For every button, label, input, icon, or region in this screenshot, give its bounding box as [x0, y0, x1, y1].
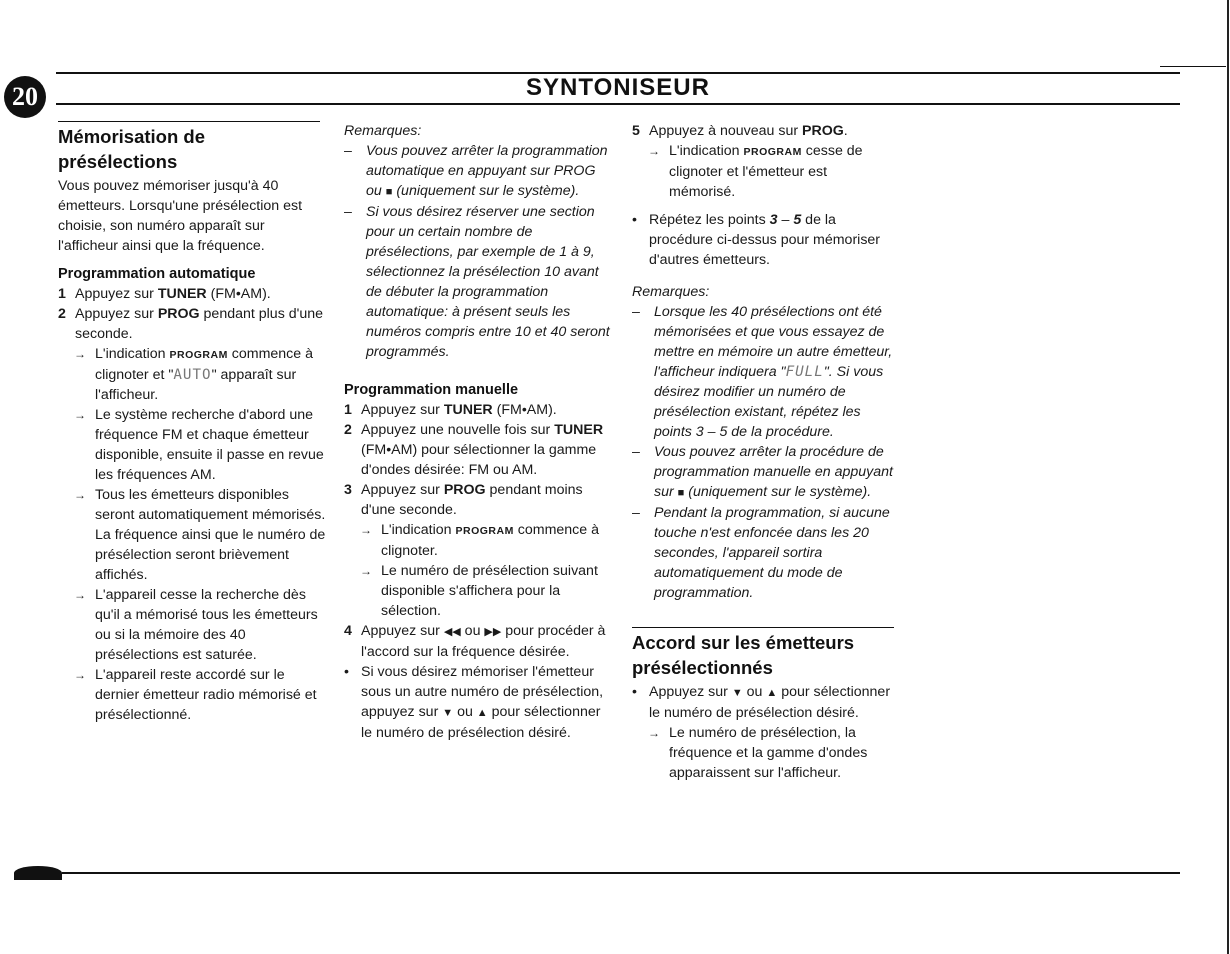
up-triangle-icon: ▲ [766, 687, 778, 699]
header-rule-bottom [56, 103, 1180, 105]
key-prog: PROG [443, 482, 486, 498]
heading-rule [58, 121, 320, 122]
arrow-icon: → [648, 144, 660, 158]
manual-result-3: → L'indication PROGRAM cesse de clignoter et l'émetteur est mémorisé. [648, 143, 863, 200]
up-triangle-icon: ▲ [476, 707, 488, 719]
tune-bullet: • Appuyez sur ▼ ou ▲ pour sélectionner le numéro de présélection désiré. [632, 684, 891, 721]
subheading-manual-programming: Programmation manuelle [344, 382, 519, 398]
remark-1: – Vous pouvez arrêter la programmation automatique en appuyant sur PROG ou ■ (uniquement sur le système). [344, 143, 608, 199]
manual-step-2: 2 Appuyez une nouvelle fois sur TUNER (FM•AM) pour sélectionner la gamme d'ondes désirée: FM ou AM. [344, 422, 604, 478]
heading-preset-tuning: Accord sur les émetteurs présélectionnés [632, 632, 855, 678]
manual-step-1: 1 Appuyez sur TUNER (FM•AM). [344, 402, 557, 418]
manual-step-5: 5 Appuyez à nouveau sur PROG. [632, 123, 848, 139]
down-triangle-icon: ▼ [442, 707, 454, 719]
manual-result-1: → L'indication PROGRAM commence à clignoter. [360, 522, 599, 559]
column-1 [58, 121, 326, 725]
header-rule-extension [1160, 66, 1226, 67]
program-indicator: PROGRAM [743, 146, 802, 158]
remarks-title: Remarques: [344, 123, 422, 139]
page-number-badge: 20 [4, 76, 46, 118]
key-tuner: TUNER [443, 402, 493, 418]
auto-result-2: → Le système recherche d'abord une fréquence FM et chaque émetteur disponible, ensuite il passe en revue les fréquences AM. [74, 407, 324, 483]
auto-result-1: → L'indication PROGRAM commence à clignoter et "AUTO" apparaît sur l'afficheur. [74, 346, 313, 403]
heading-memorisation: Mémorisation de présélections [58, 126, 205, 172]
key-prog: PROG [802, 123, 844, 139]
arrow-icon: → [360, 523, 372, 537]
manual-result-2: → Le numéro de présélection suivant disponible s'affichera pour la sélection. [360, 563, 598, 619]
repeat-bullet: • Répétez les points 3 – 5 de la procédure ci-dessus pour mémoriser d'autres émetteurs. [632, 212, 881, 268]
lcd-full-text: FULL [785, 364, 824, 380]
arrow-icon: → [74, 488, 86, 502]
subheading-auto-programming: Programmation automatique [58, 266, 256, 282]
footer-tab-mark [14, 866, 62, 880]
arrow-icon: → [648, 726, 660, 740]
program-indicator: PROGRAM [169, 349, 228, 361]
manual-bullet: • Si vous désirez mémoriser l'émetteur sous un autre numéro de présélection, appuyez sur ▼ ou ▲ pour sélectionner le numéro de présélection désiré. [344, 664, 604, 741]
auto-result-5: → L'appareil reste accordé sur le dernier émetteur radio mémorisé et présélectionné. [74, 667, 317, 723]
auto-step-2: 2 Appuyez sur PROG pendant plus d'une seconde. [58, 306, 324, 342]
arrow-icon: → [74, 408, 86, 422]
section-title: SYNTONISEUR [526, 74, 710, 101]
program-indicator: PROGRAM [455, 525, 514, 537]
remark-4: – Vous pouvez arrêter la procédure de programmation manuelle en appuyant sur ■ (uniquement sur le système). [632, 444, 893, 500]
auto-step-1: 1 Appuyez sur TUNER (FM•AM). [58, 286, 271, 302]
tune-result: → Le numéro de présélection, la fréquence et la gamme d'ondes apparaissent sur l'afficheur. [648, 725, 868, 781]
lcd-auto-text: AUTO [173, 367, 212, 383]
column-3 [632, 121, 896, 783]
remark-3: – Lorsque les 40 présélections ont été mémorisées et que vous essayez de mettre en mémoire un autre émetteur, l'afficheur indiquera "FULL". Si vous désirez modifier un numéro de présélection existant, répétez les points 3 – 5 de la procédure. [632, 304, 893, 440]
stop-icon: ■ [385, 186, 393, 198]
column-2 [344, 121, 614, 743]
down-triangle-icon: ▼ [731, 687, 743, 699]
arrow-icon: → [74, 668, 86, 682]
arrow-icon: → [74, 347, 86, 361]
intro-paragraph: Vous pouvez mémoriser jusqu'à 40 émetteurs. Lorsqu'une présélection est choisie, son numéro apparaît sur l'afficheur ainsi que la fréquence. [58, 178, 303, 254]
arrow-icon: → [74, 588, 86, 602]
key-prog: PROG [157, 306, 200, 322]
auto-result-4: → L'appareil cesse la recherche dès qu'il a mémorisé tous les émetteurs ou si la mémoire des 40 présélections est saturée. [74, 587, 318, 663]
stop-icon: ■ [677, 487, 685, 499]
page-edge [1227, 0, 1229, 954]
footer-rule [62, 872, 1180, 874]
fast-forward-icon: ▶▶ [484, 626, 502, 638]
remark-5: – Pendant la programmation, si aucune touche n'est enfoncée dans les 20 secondes, l'appareil sortira automatiquement du mode de programmation. [632, 505, 890, 601]
manual-step-3: 3 Appuyez sur PROG pendant moins d'une seconde. [344, 482, 583, 518]
key-tuner: TUNER [554, 422, 604, 438]
remarks-title: Remarques: [632, 284, 710, 300]
manual-step-4: 4 Appuyez sur ◀◀ ou ▶▶ pour procéder à l'accord sur la fréquence désirée. [344, 623, 606, 660]
heading-rule [632, 627, 894, 628]
arrow-icon: → [360, 564, 372, 578]
key-tuner: TUNER [157, 286, 207, 302]
rewind-icon: ◀◀ [443, 626, 461, 638]
remark-2: – Si vous désirez réserver une section pour un certain nombre de présélections, par exemple de 1 à 9, sélectionnez la présélection 10 avant de débuter la programmation automatique: à présent seuls les numéros compris entre 10 et 40 seront programmés. [344, 204, 610, 360]
auto-result-3: → Tous les émetteurs disponibles seront automatiquement mémorisés. La fréquence ainsi que le numéro de présélection seront brièvement affichés. [74, 487, 326, 583]
